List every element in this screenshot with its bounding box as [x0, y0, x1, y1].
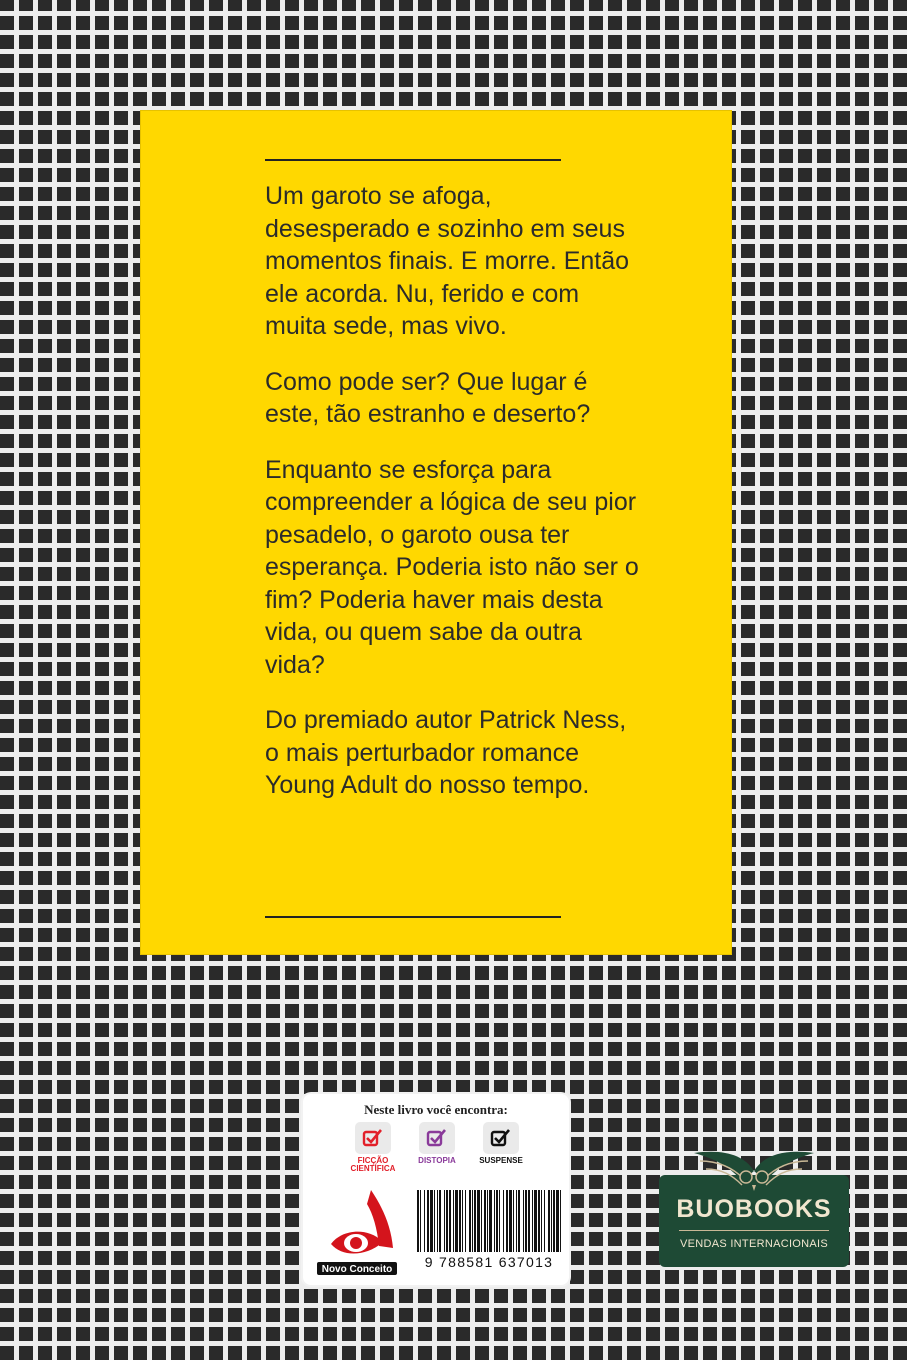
publisher-logo — [309, 1186, 403, 1282]
blurb-paragraph: Um garoto se afoga, desesperado e sozinho em seus momentos finais. E morre. Então ele acorda. Nu, ferido e com muita sede, mas vivo. — [265, 182, 630, 340]
genre-label: FICÇÃO CIENTÍFICA — [350, 1156, 396, 1173]
genre-badge-distopia — [409, 1122, 465, 1172]
publisher-name: Novo Conceito — [321, 1264, 393, 1275]
genre-label: DISTOPIA — [418, 1156, 456, 1165]
checkbox-icon — [426, 1128, 448, 1148]
seller-divider — [679, 1230, 829, 1231]
checkbox-icon — [490, 1128, 512, 1148]
owl-wings-icon — [686, 1141, 822, 1195]
checkbox-icon — [362, 1128, 384, 1148]
blurb-paragraph: Enquanto se esforça para compreender a lógica de seu pior pesadelo, o garoto ousa ter esperança. Poderia isto não ser o fim? Poderia haver mais desta vida, ou quem sabe da outra vida? — [265, 455, 639, 679]
blurb-panel — [140, 110, 732, 955]
genre-badge-suspense — [473, 1122, 529, 1172]
seller-subtitle: VENDAS INTERNACIONAIS — [679, 1238, 829, 1250]
seller-name: BUOBOOKS — [676, 1195, 832, 1223]
bottom-divider — [265, 916, 561, 918]
genre-heading: Neste livro você encontra: — [364, 1102, 508, 1117]
barcode — [415, 1190, 563, 1252]
top-divider — [265, 159, 561, 161]
blurb-paragraph: Como pode ser? Que lugar é este, tão estranho e deserto? — [265, 367, 591, 428]
book-info-card — [303, 1094, 569, 1285]
isbn-number: 9 788581 637013 — [424, 1254, 554, 1270]
genre-badge-ficcao — [345, 1122, 401, 1172]
blurb-paragraph: Do premiado autor Patrick Ness, o mais perturbador romance Young Adult do nosso tempo. — [265, 706, 627, 799]
genre-label: SUSPENSE — [479, 1156, 523, 1165]
seller-badge — [659, 1175, 849, 1267]
blurb-text — [265, 180, 640, 825]
